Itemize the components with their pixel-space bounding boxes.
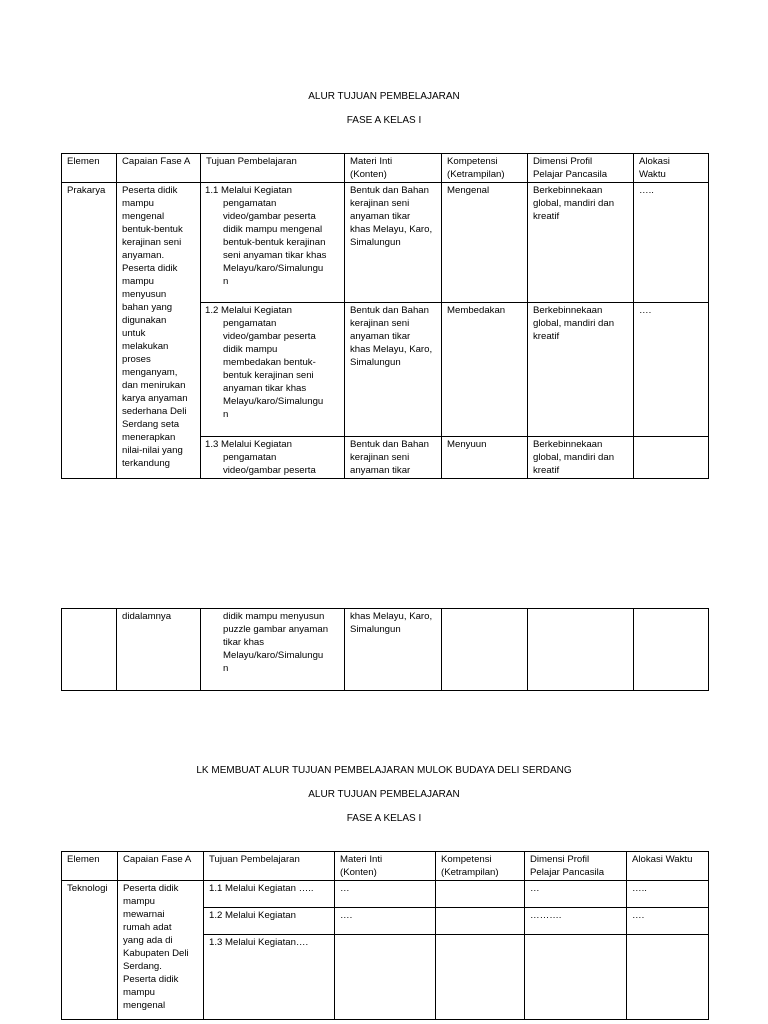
page-title-2: ALUR TUJUAN PEMBELAJARAN xyxy=(308,789,460,800)
elemen-cell: Teknologi xyxy=(62,881,118,1020)
dimensi-cell xyxy=(528,609,634,691)
dimensi-cell: … xyxy=(525,881,627,908)
tujuan-cell: 1.3 Melalui Kegiatan…. xyxy=(204,935,335,1020)
materi-cell: Bentuk dan Bahan kerajinan seni anyaman tikar khas Melayu, Karo, Simalungun xyxy=(345,183,442,303)
capaian-cell: Peserta didik mampu mengenal bentuk-bentuk kerajinan seni anyaman. Peserta didik mampu menyusun bahan yang digunakan untuk melakukan proses menganyam, dan menirukan karya anyaman sederhana Deli Serdang seta menerapkan nilai-nilai yang terkandung xyxy=(117,183,201,479)
table-header-row xyxy=(62,154,709,183)
alokasi-cell xyxy=(634,609,709,691)
tujuan-cell: 1.1 Melalui Kegiatan ….. xyxy=(204,881,335,908)
alokasi-cell: ….. xyxy=(634,183,709,303)
header-cell: Kompetensi (Ketrampilan) xyxy=(442,154,528,183)
page-subtitle: FASE A KELAS I xyxy=(346,115,422,126)
materi-cell: Bentuk dan Bahan kerajinan seni anyaman tikar khas Melayu, Karo, Simalungun xyxy=(345,303,442,437)
materi-cell: … xyxy=(335,881,436,908)
materi-cell: khas Melayu, Karo, Simalungun xyxy=(345,609,442,691)
dimensi-cell: Berkebinnekaan global, mandiri dan kreatif xyxy=(528,437,634,479)
kompetensi-cell xyxy=(442,609,528,691)
kompetensi-cell: Mengenal xyxy=(442,183,528,303)
header-cell: Tujuan Pembelajaran xyxy=(204,852,335,881)
capaian-cell: didalamnya xyxy=(117,609,201,691)
header-cell: Elemen xyxy=(62,852,118,881)
header-cell: Alokasi Waktu xyxy=(627,852,709,881)
dimensi-cell: Berkebinnekaan global, mandiri dan kreatif xyxy=(528,303,634,437)
table-header-row xyxy=(62,852,709,881)
kompetensi-cell: Membedakan xyxy=(442,303,528,437)
kompetensi-cell xyxy=(436,935,525,1020)
dimensi-cell: Berkebinnekaan global, mandiri dan kreatif xyxy=(528,183,634,303)
table-row xyxy=(62,881,709,908)
header-cell: Materi Inti (Konten) xyxy=(335,852,436,881)
header-cell: Capaian Fase A xyxy=(117,154,201,183)
header-cell: Tujuan Pembelajaran xyxy=(201,154,345,183)
alokasi-cell: …. xyxy=(627,908,709,935)
header-cell: Alokasi Waktu xyxy=(634,154,709,183)
elemen-cell: Prakarya xyxy=(62,183,117,479)
tujuan-cell: 1.3 Melalui Kegiatan pengamatan video/gambar peserta xyxy=(201,437,345,479)
worksheet-title: LK MEMBUAT ALUR TUJUAN PEMBELAJARAN MULOK BUDAYA DELI SERDANG xyxy=(196,765,572,776)
alokasi-cell xyxy=(634,437,709,479)
tujuan-cell: 1.2 Melalui Kegiatan pengamatan video/gambar peserta didik mampu membedakan bentuk- bentuk kerajinan seni anyaman tikar khas Melayu/karo/Simalungu n xyxy=(201,303,345,437)
table-row xyxy=(62,609,709,691)
kompetensi-cell xyxy=(436,908,525,935)
capaian-cell: Peserta didik mampu mewarnai rumah adat yang ada di Kabupaten Deli Serdang. Peserta didik mampu mengenal xyxy=(118,881,204,1020)
kompetensi-cell xyxy=(436,881,525,908)
alokasi-cell: ….. xyxy=(627,881,709,908)
kompetensi-cell: Menyuun xyxy=(442,437,528,479)
alokasi-cell xyxy=(627,935,709,1020)
header-cell: Dimensi Profil Pelajar Pancasila xyxy=(528,154,634,183)
tujuan-cell: 1.2 Melalui Kegiatan xyxy=(204,908,335,935)
header-cell: Capaian Fase A xyxy=(118,852,204,881)
learning-objectives-table-continued xyxy=(61,608,709,691)
table-row xyxy=(62,183,709,303)
alokasi-cell: …. xyxy=(634,303,709,437)
worksheet-table xyxy=(61,851,709,1020)
elemen-cell xyxy=(62,609,117,691)
tujuan-cell: didik mampu menyusun puzzle gambar anyaman tikar khas Melayu/karo/Simalungu n xyxy=(201,609,345,691)
header-cell: Kompetensi (Ketrampilan) xyxy=(436,852,525,881)
header-cell: Elemen xyxy=(62,154,117,183)
materi-cell: Bentuk dan Bahan kerajinan seni anyaman tikar xyxy=(345,437,442,479)
learning-objectives-table xyxy=(61,153,709,479)
page-title: ALUR TUJUAN PEMBELAJARAN xyxy=(308,91,460,102)
header-cell: Dimensi Profil Pelajar Pancasila xyxy=(525,852,627,881)
dimensi-cell xyxy=(525,935,627,1020)
materi-cell: …. xyxy=(335,908,436,935)
tujuan-cell: 1.1 Melalui Kegiatan pengamatan video/gambar peserta didik mampu mengenal bentuk-bentuk kerajinan seni anyaman tikar khas Melayu/karo/Simalungu n xyxy=(201,183,345,303)
materi-cell xyxy=(335,935,436,1020)
dimensi-cell: ………. xyxy=(525,908,627,935)
page-subtitle-2: FASE A KELAS I xyxy=(346,813,422,824)
header-cell: Materi Inti (Konten) xyxy=(345,154,442,183)
